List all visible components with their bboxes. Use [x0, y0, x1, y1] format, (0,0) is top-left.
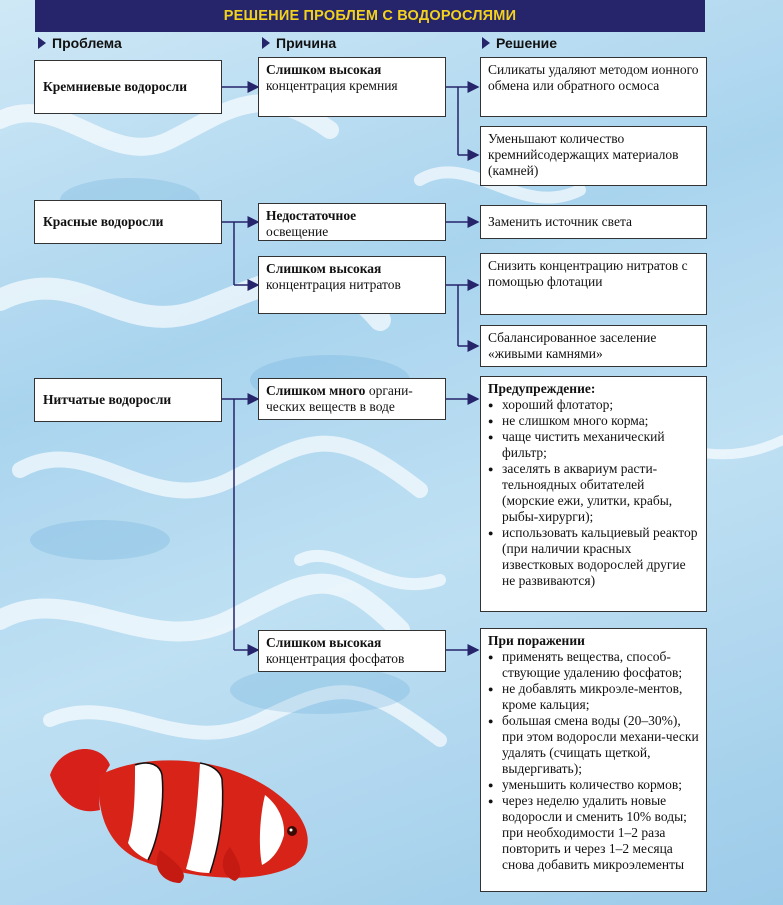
- cause-bold: Слишком много: [266, 383, 366, 398]
- cause-box-phosphates: [258, 630, 446, 672]
- solution-box-live-rock: [480, 325, 707, 367]
- column-header-cause: [262, 35, 336, 51]
- cause-text: концентрация нитратов: [266, 277, 401, 292]
- problem-box-silicon-algae: [34, 60, 222, 114]
- problem-box-red-algae: [34, 200, 222, 244]
- list-item: ● большая смена воды (20–30%), при этом водоросли механи-чески удалять (счищать щеткой, выдергивать);: [488, 713, 699, 777]
- cause-box-organics: [258, 378, 446, 420]
- list-item: ● не добавлять микроэле-ментов, кроме кальция;: [488, 681, 699, 713]
- prevention-list: [488, 397, 699, 589]
- list-item: ● чаще чистить механический фильтр;: [488, 429, 699, 461]
- solution-box-flotation: [480, 253, 707, 315]
- column-header-problem-label: Проблема: [52, 35, 122, 51]
- solution-text: Снизить концентрацию нитратов с помощью флотации: [488, 258, 688, 289]
- solution-text: Уменьшают количество кремнийсодержащих материалов (камней): [488, 131, 679, 178]
- problem-label: Красные водоросли: [43, 214, 164, 229]
- cause-text: освещение: [266, 224, 329, 239]
- list-item: ● заселять в аквариум расти-тельноядных обитателей (морские ежи, улитки, крабы, рыбы-хирурги);: [488, 461, 699, 525]
- cause-bold: Недостаточное: [266, 208, 357, 223]
- solution-text: Заменить источник света: [488, 214, 633, 229]
- list-item: ● использовать кальциевый реактор (при наличии красных известковых водорослей другие не развиваются): [488, 525, 699, 589]
- list-item: ● уменьшить количество кормов;: [488, 777, 699, 793]
- treatment-list: [488, 649, 699, 873]
- list-item: ● хороший флотатор;: [488, 397, 699, 413]
- column-header-solution-label: Решение: [496, 35, 558, 51]
- list-item: ● не слишком много корма;: [488, 413, 699, 429]
- solution-text: Сбалансированное заселение «живыми камнями»: [488, 330, 657, 361]
- solution-box-replace-light: [480, 205, 707, 239]
- clownfish-image: [40, 735, 330, 885]
- solution-box-ion-exchange: [480, 57, 707, 117]
- problem-label: Кремниевые водоросли: [43, 79, 187, 94]
- header-arrow-icon: [38, 37, 46, 49]
- list-item: ● через неделю удалить новые водоросли и сменить 10% воды; при необходимости 1–2 раза повторить и через 1–2 месяца снова добавить микроэлементы: [488, 793, 699, 873]
- solution-title: Предупреждение:: [488, 381, 596, 396]
- solution-title: При поражении: [488, 633, 585, 648]
- solution-box-treatment: [480, 628, 707, 892]
- cause-bold: Слишком высокая: [266, 261, 382, 276]
- cause-box-silicon: [258, 57, 446, 117]
- cause-text: концентрация кремния: [266, 78, 398, 93]
- cause-text: концентрация фосфатов: [266, 651, 405, 666]
- page-title: РЕШЕНИЕ ПРОБЛЕМ С ВОДОРОСЛЯМИ: [35, 0, 705, 32]
- column-header-problem: [38, 35, 122, 51]
- cause-bold: Слишком высокая: [266, 635, 382, 650]
- cause-text: органи-ческих веществ в воде: [266, 383, 413, 414]
- cause-bold: Слишком высокая: [266, 62, 382, 77]
- column-header-cause-label: Причина: [276, 35, 337, 51]
- header-arrow-icon: [482, 37, 490, 49]
- solution-text: Силикаты удаляют методом ионного обмена или обратного осмоса: [488, 62, 699, 93]
- header-arrow-icon: [262, 37, 270, 49]
- list-item: ● применять вещества, способ-ствующие удалению фосфатов;: [488, 649, 699, 681]
- problem-box-filamentous-algae: [34, 378, 222, 422]
- cause-box-nitrates: [258, 256, 446, 314]
- cause-box-lighting: [258, 203, 446, 241]
- solution-box-reduce-stones: [480, 126, 707, 186]
- problem-label: Нитчатые водоросли: [43, 392, 172, 407]
- solution-box-prevention: [480, 376, 707, 612]
- column-header-solution: [482, 35, 557, 51]
